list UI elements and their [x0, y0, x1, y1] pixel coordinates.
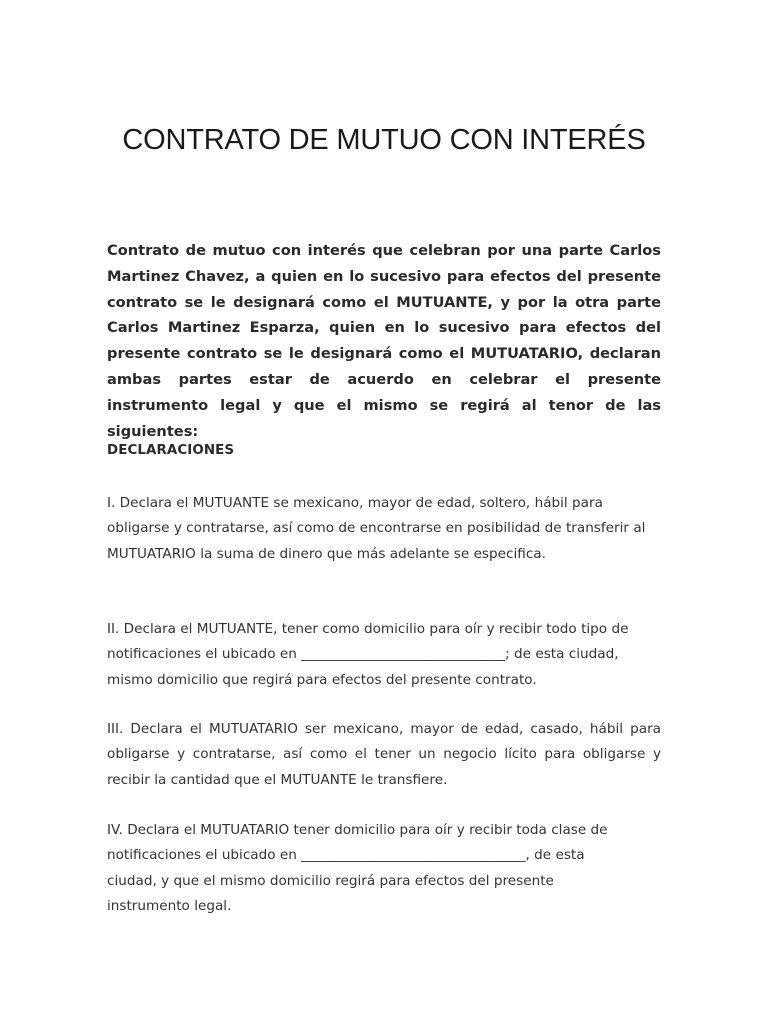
declaration-iii: III. Declara el MUTUATARIO ser mexicano, mayor de edad, casado, hábil para obligarse y contratarse, así como el tener un negocio lícito para obligarse y recibir la cantidad que el MUTUANTE le transfiere.	[107, 721, 661, 788]
intro-paragraph: Contrato de mutuo con interés que celebran por una parte Carlos Martinez Chavez, a quien en lo sucesivo para efectos del presente contrato se le designará como el MUTUANTE, y por la otra parte Carlos Martinez Esparza, quien en lo sucesivo para efectos del presente contrato se le designará como el MUTUATARIO, declaran ambas partes estar de acuerdo en celebrar el presente instrumento legal y que el mismo se regirá al tenor de las siguientes:	[107, 242, 661, 440]
declaration-ii: II. Declara el MUTUANTE, tener como domicilio para oír y recibir todo tipo de notificaciones el ubicado en ______________________________; de esta ciudad, mismo domicilio que regirá para efectos del presente contrato.	[107, 621, 629, 688]
document-title: CONTRATO DE MUTUO CON INTERÉS	[122, 124, 646, 156]
declaration-iv: IV. Declara el MUTUATARIO tener domicilio para oír y recibir toda clase de notificaciones el ubicado en _________________________________, de esta ciudad, y que el mismo domicilio regirá para efectos del presente instrumento legal.	[107, 822, 608, 915]
declaration-i: I. Declara el MUTUANTE se mexicano, mayor de edad, soltero, hábil para obligarse y contratarse, así como de encontrarse en posibilidad de transferir al MUTUATARIO la suma de dinero que más adelante se especifica.	[107, 495, 646, 562]
section-heading: DECLARACIONES	[107, 443, 235, 458]
